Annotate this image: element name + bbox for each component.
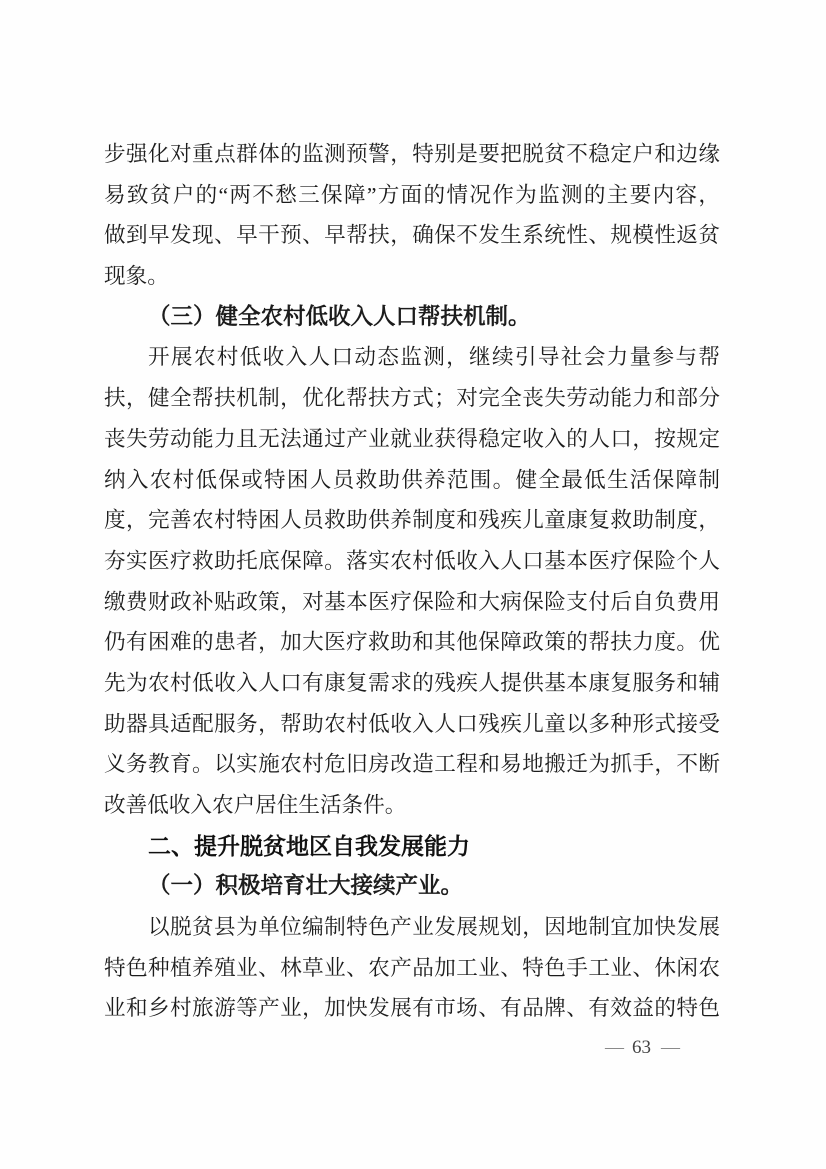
document-line: 仍有困难的患者，加大医疗救助和其他保障政策的帮扶力度。优 bbox=[104, 630, 720, 655]
document-line: 改善低收入农户居住生活条件。 bbox=[104, 793, 407, 817]
document-body bbox=[104, 134, 720, 1029]
section-heading-line: （三）健全农村低收入人口帮扶机制。 bbox=[148, 303, 531, 329]
document-line: 度，完善农村特困人员救助供养制度和残疾儿童康复救助制度， bbox=[104, 508, 720, 533]
page-number-right-dash: — bbox=[661, 1037, 678, 1058]
page-number-value: 63 bbox=[632, 1037, 651, 1058]
document-line: 现象。 bbox=[104, 264, 169, 289]
document-line: 助器具适配服务，帮助农村低收入人口残疾儿童以多种形式接受 bbox=[104, 711, 720, 736]
section-heading-line: 二、提升脱贫地区自我发展能力 bbox=[148, 832, 470, 859]
document-line: 义务教育。以实施农村危旧房改造工程和易地搬迁为抓手，不断 bbox=[104, 752, 720, 777]
document-line: 易致贫户的“两不愁三保障”方面的情况作为监测的主要内容， bbox=[104, 182, 720, 207]
page-number-left-dash: — bbox=[605, 1037, 622, 1058]
document-line: 夯实医疗救助托底保障。落实农村低收入人口基本医疗保险个人 bbox=[104, 548, 720, 573]
document-line: 做到早发现、早干预、早帮扶，确保不发生系统性、规模性返贫 bbox=[104, 223, 720, 248]
document-line: 丧失劳动能力且无法通过产业就业获得稳定收入的人口，按规定 bbox=[104, 426, 720, 451]
document-line: 扶，健全帮扶机制，优化帮扶方式；对完全丧失劳动能力和部分 bbox=[104, 386, 720, 411]
page-number bbox=[605, 1036, 715, 1060]
document-line: 特色种植养殖业、林草业、农产品加工业、特色手工业、休闲农 bbox=[104, 955, 720, 980]
document-line: 步强化对重点群体的监测预警，特别是要把脱贫不稳定户和边缘 bbox=[104, 142, 720, 166]
document-line: 缴费财政补贴政策，对基本医疗保险和大病保险支付后自负费用 bbox=[104, 589, 720, 614]
document-line: 以脱贫县为单位编制特色产业发展规划，因地制宜加快发展 bbox=[148, 915, 720, 940]
document-line: 开展农村低收入人口动态监测，继续引导社会力量参与帮 bbox=[148, 345, 720, 370]
document-line: 先为农村低收入人口有康复需求的残疾人提供基本康复服务和辅 bbox=[104, 670, 720, 695]
document-line: 纳入农村低保或特困人员救助供养范围。健全最低生活保障制 bbox=[104, 467, 720, 492]
document-line: 业和乡村旅游等产业，加快发展有市场、有品牌、有效益的特色 bbox=[104, 996, 720, 1021]
section-heading-line: （一）积极培育壮大接续产业。 bbox=[148, 873, 464, 899]
